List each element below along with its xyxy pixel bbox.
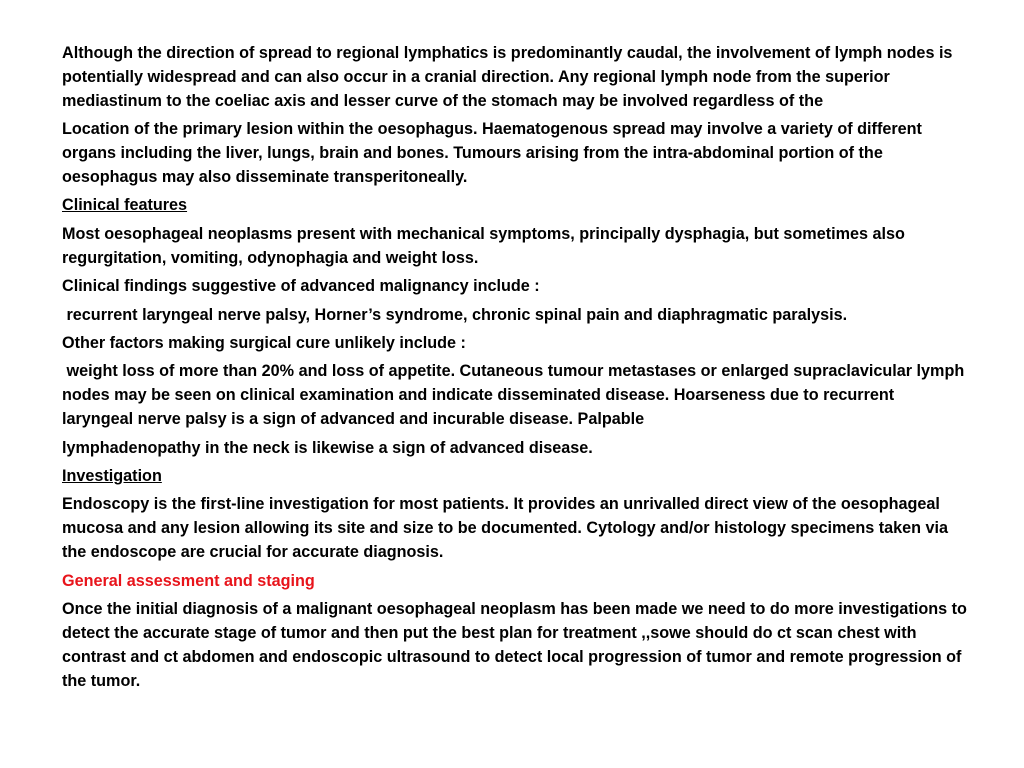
paragraph-clinical-findings: Clinical findings suggestive of advanced malignancy include : — [62, 277, 540, 296]
heading-clinical-features: Clinical features — [62, 196, 188, 215]
weight-loss-text: weight loss of more than 20% and loss of appetite. Cutaneous tumour metastases or enlarged supraclavicular lymph nodes may be seen on clinical examination and indicate disseminated disease. Hoarseness due to recurrent laryngeal nerve palsy is a sign of advanced and incurable disease. Palpable — [62, 362, 965, 429]
heading-investigation: Investigation — [62, 467, 162, 485]
paragraph-lymphatic-spread: Although the direction of spread to regional lymphatics is predominantly caudal, the involvement of lymph nodes is potentially widespread and can also occur in a cranial direction. Any regional lymph node from the superior mediastinum to the coeliac axis and lesser curve of the stomach may be involved regardless of the — [62, 44, 953, 110]
paragraph-weight-loss — [62, 360, 967, 432]
paragraph-primary-lesion: Location of the primary lesion within the oesophagus. Haematogenous spread may involve a variety of different organs including the liver, lungs, brain and bones. Tumours arising from the intra-abdominal portion of the oesophagus may also disseminate transperitoneally. — [62, 120, 922, 187]
paragraph-advanced-signs — [62, 304, 967, 328]
paragraph-mechanical-symptoms: Most oesophageal neoplasms present with mechanical symptoms, principally dysphagia, but sometimes also regurgitation, vomiting, odynophagia and weight loss. — [62, 224, 905, 267]
advanced-signs-text: recurrent laryngeal nerve palsy, Horner’s syndrome, chronic spinal pain and diaphragmatic paralysis. — [66, 305, 848, 324]
paragraph-lymphadenopathy: lymphadenopathy in the neck is likewise a sign of advanced disease. — [62, 438, 593, 457]
slide-body — [62, 42, 967, 698]
paragraph-staging: Once the initial diagnosis of a malignant oesophageal neoplasm has been made we need to do more investigations to detect the accurate stage of tumor and then put the best plan for treatment ,,sowe should do ct scan chest with contrast and ct abdomen and endoscopic ultrasound to detect local progression of tumor and remote progression of the tumor. — [62, 600, 967, 690]
paragraph-endoscopy: Endoscopy is the first-line investigation for most patients. It provides an unrivalled direct view of the oesophageal mucosa and any lesion allowing its site and size to be documented. Cytology and/or histology specimens taken via the endoscope are crucial for accurate diagnosis. — [62, 495, 949, 562]
paragraph-other-factors: Other factors making surgical cure unlikely include : — [62, 333, 466, 352]
heading-general-assessment: General assessment and staging — [62, 571, 315, 590]
